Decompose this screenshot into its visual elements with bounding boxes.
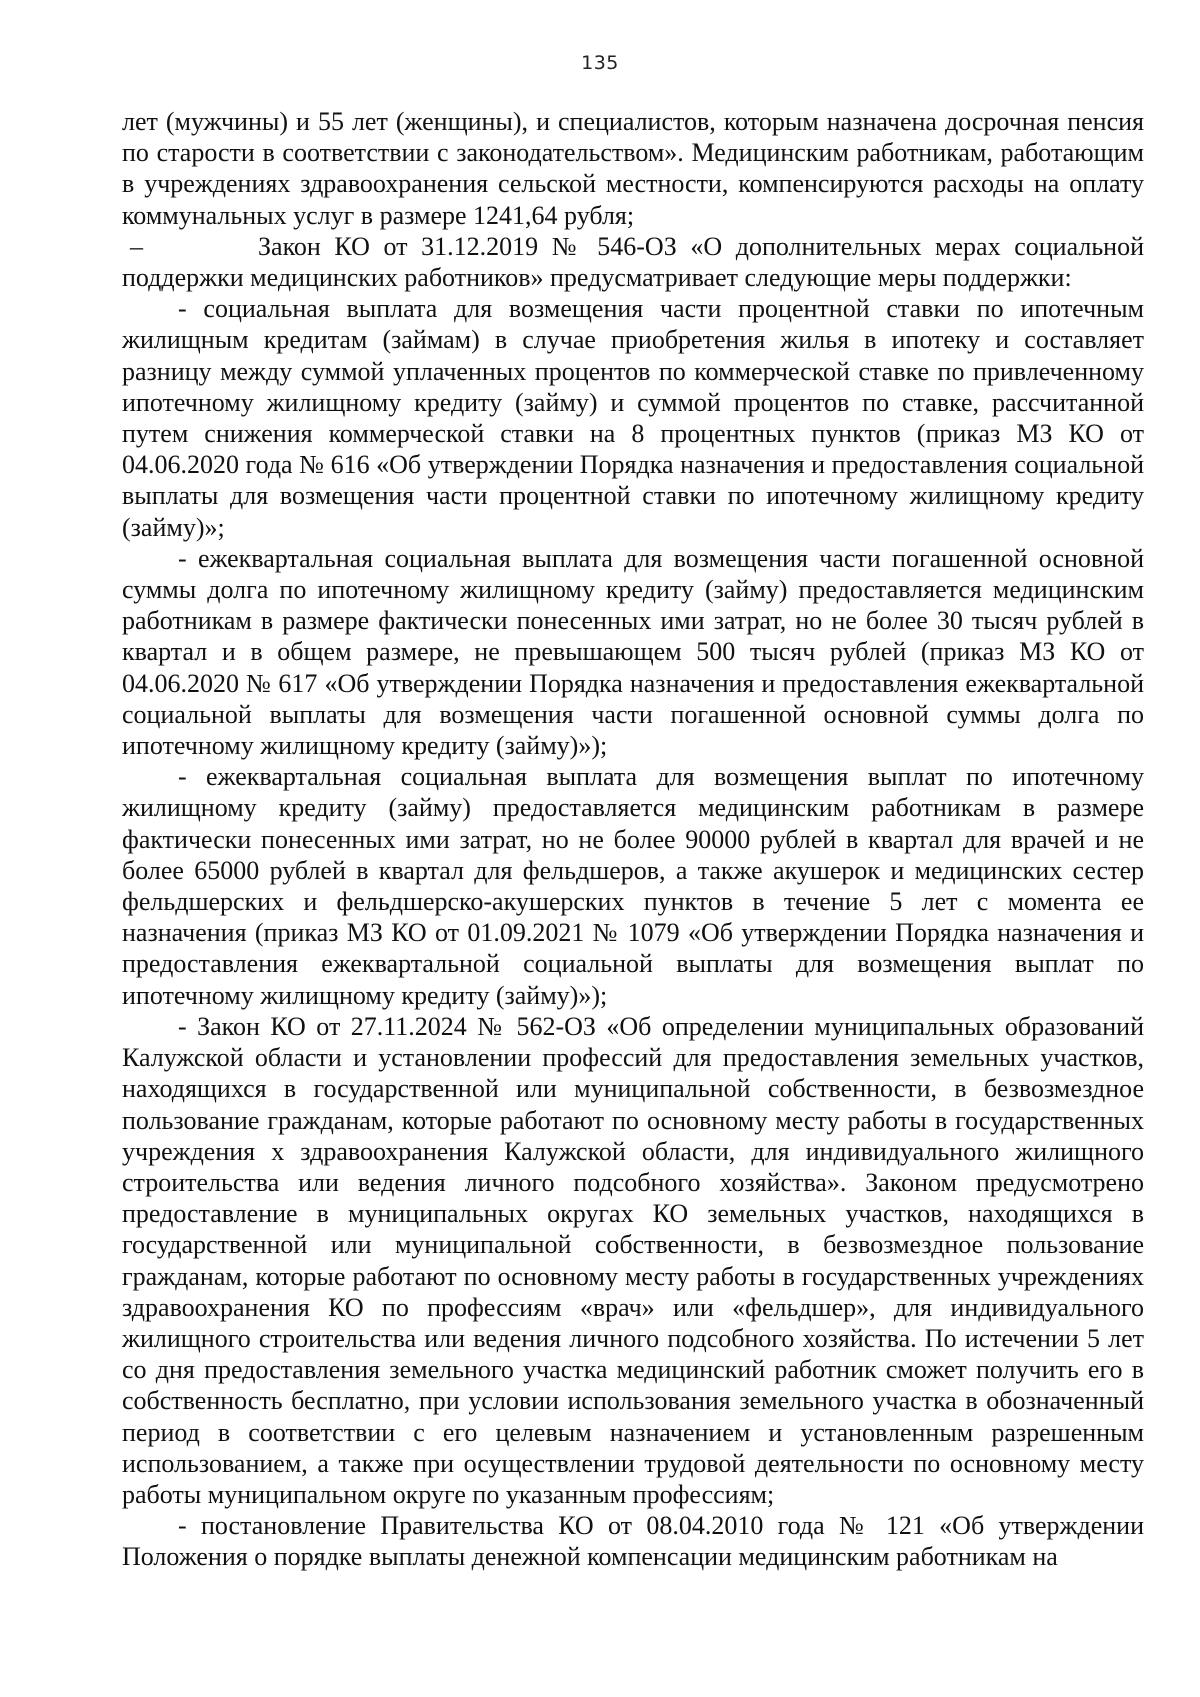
paragraph-mortgage-interest: - социальная выплата для возмещения части процентной ставки по ипотечным жилищным кредитам (займам) в случае приобретения жилья в ипотеку и составляет разницу между суммой уплаченных процентов по коммерческой ставке по привлеченному ипотечному жилищному кредиту (займу) и суммой процентов по ставке, рассчитанной путем снижения коммерческой ставки на 8 процентных пунктов (приказ МЗ КО от 04.06.2020 года № 616 «Об утверждении Порядка назначения и предоставления социальной выплаты для возмещения части процентной ставки по ипотечному жилищному кредиту (займу)»; (122, 294, 1144, 542)
document-body (122, 106, 1144, 1573)
paragraph-law-562-land: - Закон КО от 27.11.2024 № 562-ОЗ «Об определении муниципальных образований Калужской области и установлении профессий для предоставления земельных участков, находящихся в государственной или муниципальной собственности, в безвозмездное пользование гражданам, которые работают по основному месту работы в государственных учреждения х здравоохранения Калужской области, для индивидуального жилищного строительства или ведения личного подсобного хозяйства». Законом предусмотрено предоставление в муниципальных округах КО земельных участков, находящихся в государственной или муниципальной собственности, в безвозмездное пользование гражданам, которые работают по основному месту работы в государственных учреждениях здравоохранения КО по профессиям «врач» или «фельдшер», для индивидуального жилищного строительства или ведения личного подсобного хозяйства. По истечении 5 лет со дня предоставления земельного участка медицинский работник сможет получить его в собственность бесплатно, при условии использования земельного участка в обозначенный период в соответствии с его целевым назначением и установленным разрешенным использованием, а также при осуществлении трудовой деятельности по основному месту работы муниципальном округе по указанным профессиям; (122, 1011, 1144, 1509)
page-number: 135 (581, 52, 619, 74)
list-dash: – (130, 231, 143, 261)
paragraph-quarterly-payments: - ежеквартальная социальная выплата для возмещения выплат по ипотечному жилищному кредиту (займу) предоставляется медицинским работникам в размере фактически понесенных ими затрат, но не более 90000 рублей в квартал для врачей и не более 65000 рублей в квартал для фельдшеров, а также акушерок и медицинских сестер фельдшерских и фельдшерско-акушерских пунктов в течение 5 лет с момента ее назначения (приказ МЗ КО от 01.09.2021 № 1079 «Об утверждении Порядка назначения и предоставления ежеквартальной социальной выплаты для возмещения выплат по ипотечному жилищному кредиту (займу)»); (122, 762, 1144, 1010)
paragraph-resolution-121: - постановление Правительства КО от 08.04.2010 года № 121 «Об утверждении Положения о порядке выплаты денежной компенсации медицинским работникам на (122, 1511, 1144, 1572)
paragraph-pension-continuation: лет (мужчины) и 55 лет (женщины), и специалистов, которым назначена досрочная пенсия по старости в соответствии с законодательством». Медицинским работникам, работающим в учреждениях здравоохранения сельской местности, компенсируются расходы на оплату коммунальных услуг в размере 1241,64 рубля; (122, 107, 1144, 230)
paragraph-quarterly-debt: - ежеквартальная социальная выплата для возмещения части погашенной основной суммы долга по ипотечному жилищному кредиту (займу) предоставляется медицинским работникам в размере фактически понесенных ими затрат, но не более 30 тысяч рублей в квартал и в общем размере, не превышающем 500 тысяч рублей (приказ МЗ КО от 04.06.2020 № 617 «Об утверждении Порядка назначения и предоставления ежеквартальной социальной выплаты для возмещения части погашенной основной суммы долга по ипотечному жилищному кредиту (займу)»); (122, 543, 1144, 761)
paragraph-law-546-text: Закон КО от 31.12.2019 № 546-ОЗ «О дополнительных мерах социальной поддержки медицинских работников» предусматривает следующие меры поддержки: (122, 231, 1144, 293)
paragraph-law-546 (122, 231, 1144, 293)
